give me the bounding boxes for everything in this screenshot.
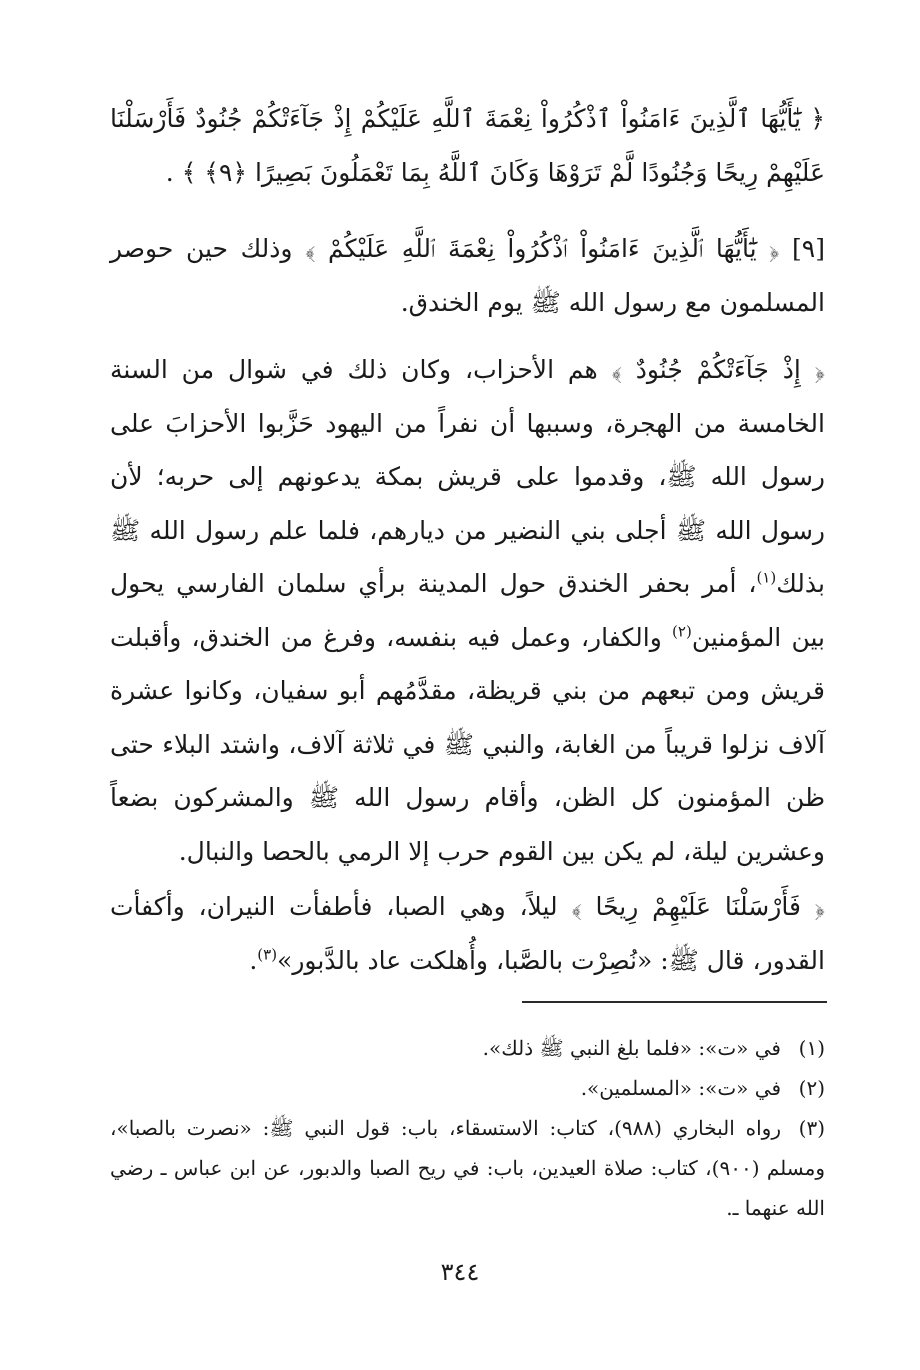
footnote-2 [110, 1068, 825, 1108]
commentary-paragraph-1: [٩] ﴿ يَٰٓأَيُّهَا ٱلَّذِينَ ءَامَنُواْ ٱذْكُرُواْ نِعْمَةَ ٱللَّهِ عَلَيْكُمْ ﴾ وذلك حين حوصر المسلمون مع رسول الله ﷺ يوم الخندق. [110, 234, 825, 317]
paragraph-text: ﴿ فَأَرْسَلْنَا عَلَيْهِمْ رِيحًا ﴾ ليلاً، وهي الصبا، فأطفأت النيران، وأكفأت القدور، قال ﷺ: «نُصِرْت بالصَّبا، وأُهلكت عاد بالدَّبور» [110, 892, 825, 975]
paragraph-text: . [249, 945, 258, 975]
footnote-text: رواه البخاري (٩٨٨)، كتاب: الاستسقاء، باب: قول النبي ﷺ: «نصرت بالصبا»، ومسلم (٩٠٠)، كتاب: صلاة العيدين، باب: في ريح الصبا والدبور، عن ابن عباس ـ رضي الله عنهما ـ. [110, 1116, 826, 1220]
footnote-number: (٣) [798, 1116, 825, 1140]
footnote-divider [522, 1001, 827, 1003]
commentary-paragraph-3 [110, 880, 825, 987]
footnote-text: في «ت»: «المسلمين». [580, 1076, 781, 1100]
footnote-ref-2[interactable]: (٢) [672, 622, 692, 641]
page-number: ٣٤٤ [440, 1258, 480, 1286]
paragraph-text: ، أمر بحفر الخندق حول المدينة برأي سلمان الفارسي يحول بين المؤمنين [110, 569, 825, 652]
footnote-text: في «ت»: «فلما بلغ النبي ﷺ ذلك». [482, 1036, 781, 1060]
footnote-ref-1[interactable]: (١) [756, 568, 777, 587]
quran-verse-block: ﴿ يَٰٓأَيُّهَا ٱلَّذِينَ ءَامَنُواْ ٱذْكُرُواْ نِعْمَةَ ٱللَّهِ عَلَيْكُمْ إِذْ جَآءَتْكُمْ جُنُودٌ فَأَرْسَلْنَا عَلَيْهِمْ رِيحًا وَجُنُودًا لَّمْ تَرَوْهَا وَكَانَ ٱللَّهُ بِمَا تَعْمَلُونَ بَصِيرًا ﴿٩﴾ ﴾ . [110, 104, 825, 187]
footnote-1 [110, 1028, 825, 1068]
paragraph-text: والكفار، وعمل فيه بنفسه، وفرغ من الخندق، وأقبلت قريش ومن تبعهم من بني قريظة، مقدَّمُهم أبو سفيان، وكانوا عشرة آلاف نزلوا قريباً من الغابة، والنبي ﷺ في ثلاثة آلاف، واشتد البلاء حتى ظن المؤمنون كل الظن، وأقام رسول الله ﷺ والمشركون بضعاً وعشرين ليلة، لم يكن بين القوم حرب إلا الرمي بالحصا والنبال. [110, 622, 825, 866]
commentary-paragraph-2 [110, 343, 825, 878]
footnote-number: (٢) [798, 1076, 825, 1100]
footnote-ref-3[interactable]: (٣) [257, 945, 278, 964]
paragraph-text: ﴿ إِذْ جَآءَتْكُمْ جُنُودٌ ﴾ هم الأحزاب، وكان ذلك في شوال من السنة الخامسة من الهجرة، وسببها أن نفراً من اليهود حَزَّبوا الأحزابَ على رسول الله ﷺ، وقدموا على قريش بمكة يدعونهم إلى حربه؛ لأن رسول الله ﷺ أجلى بني النضير من ديارهم، فلما علم رسول الله ﷺ بذلك [110, 355, 825, 598]
footnote-number: (١) [798, 1036, 825, 1060]
footnote-3 [110, 1108, 825, 1228]
